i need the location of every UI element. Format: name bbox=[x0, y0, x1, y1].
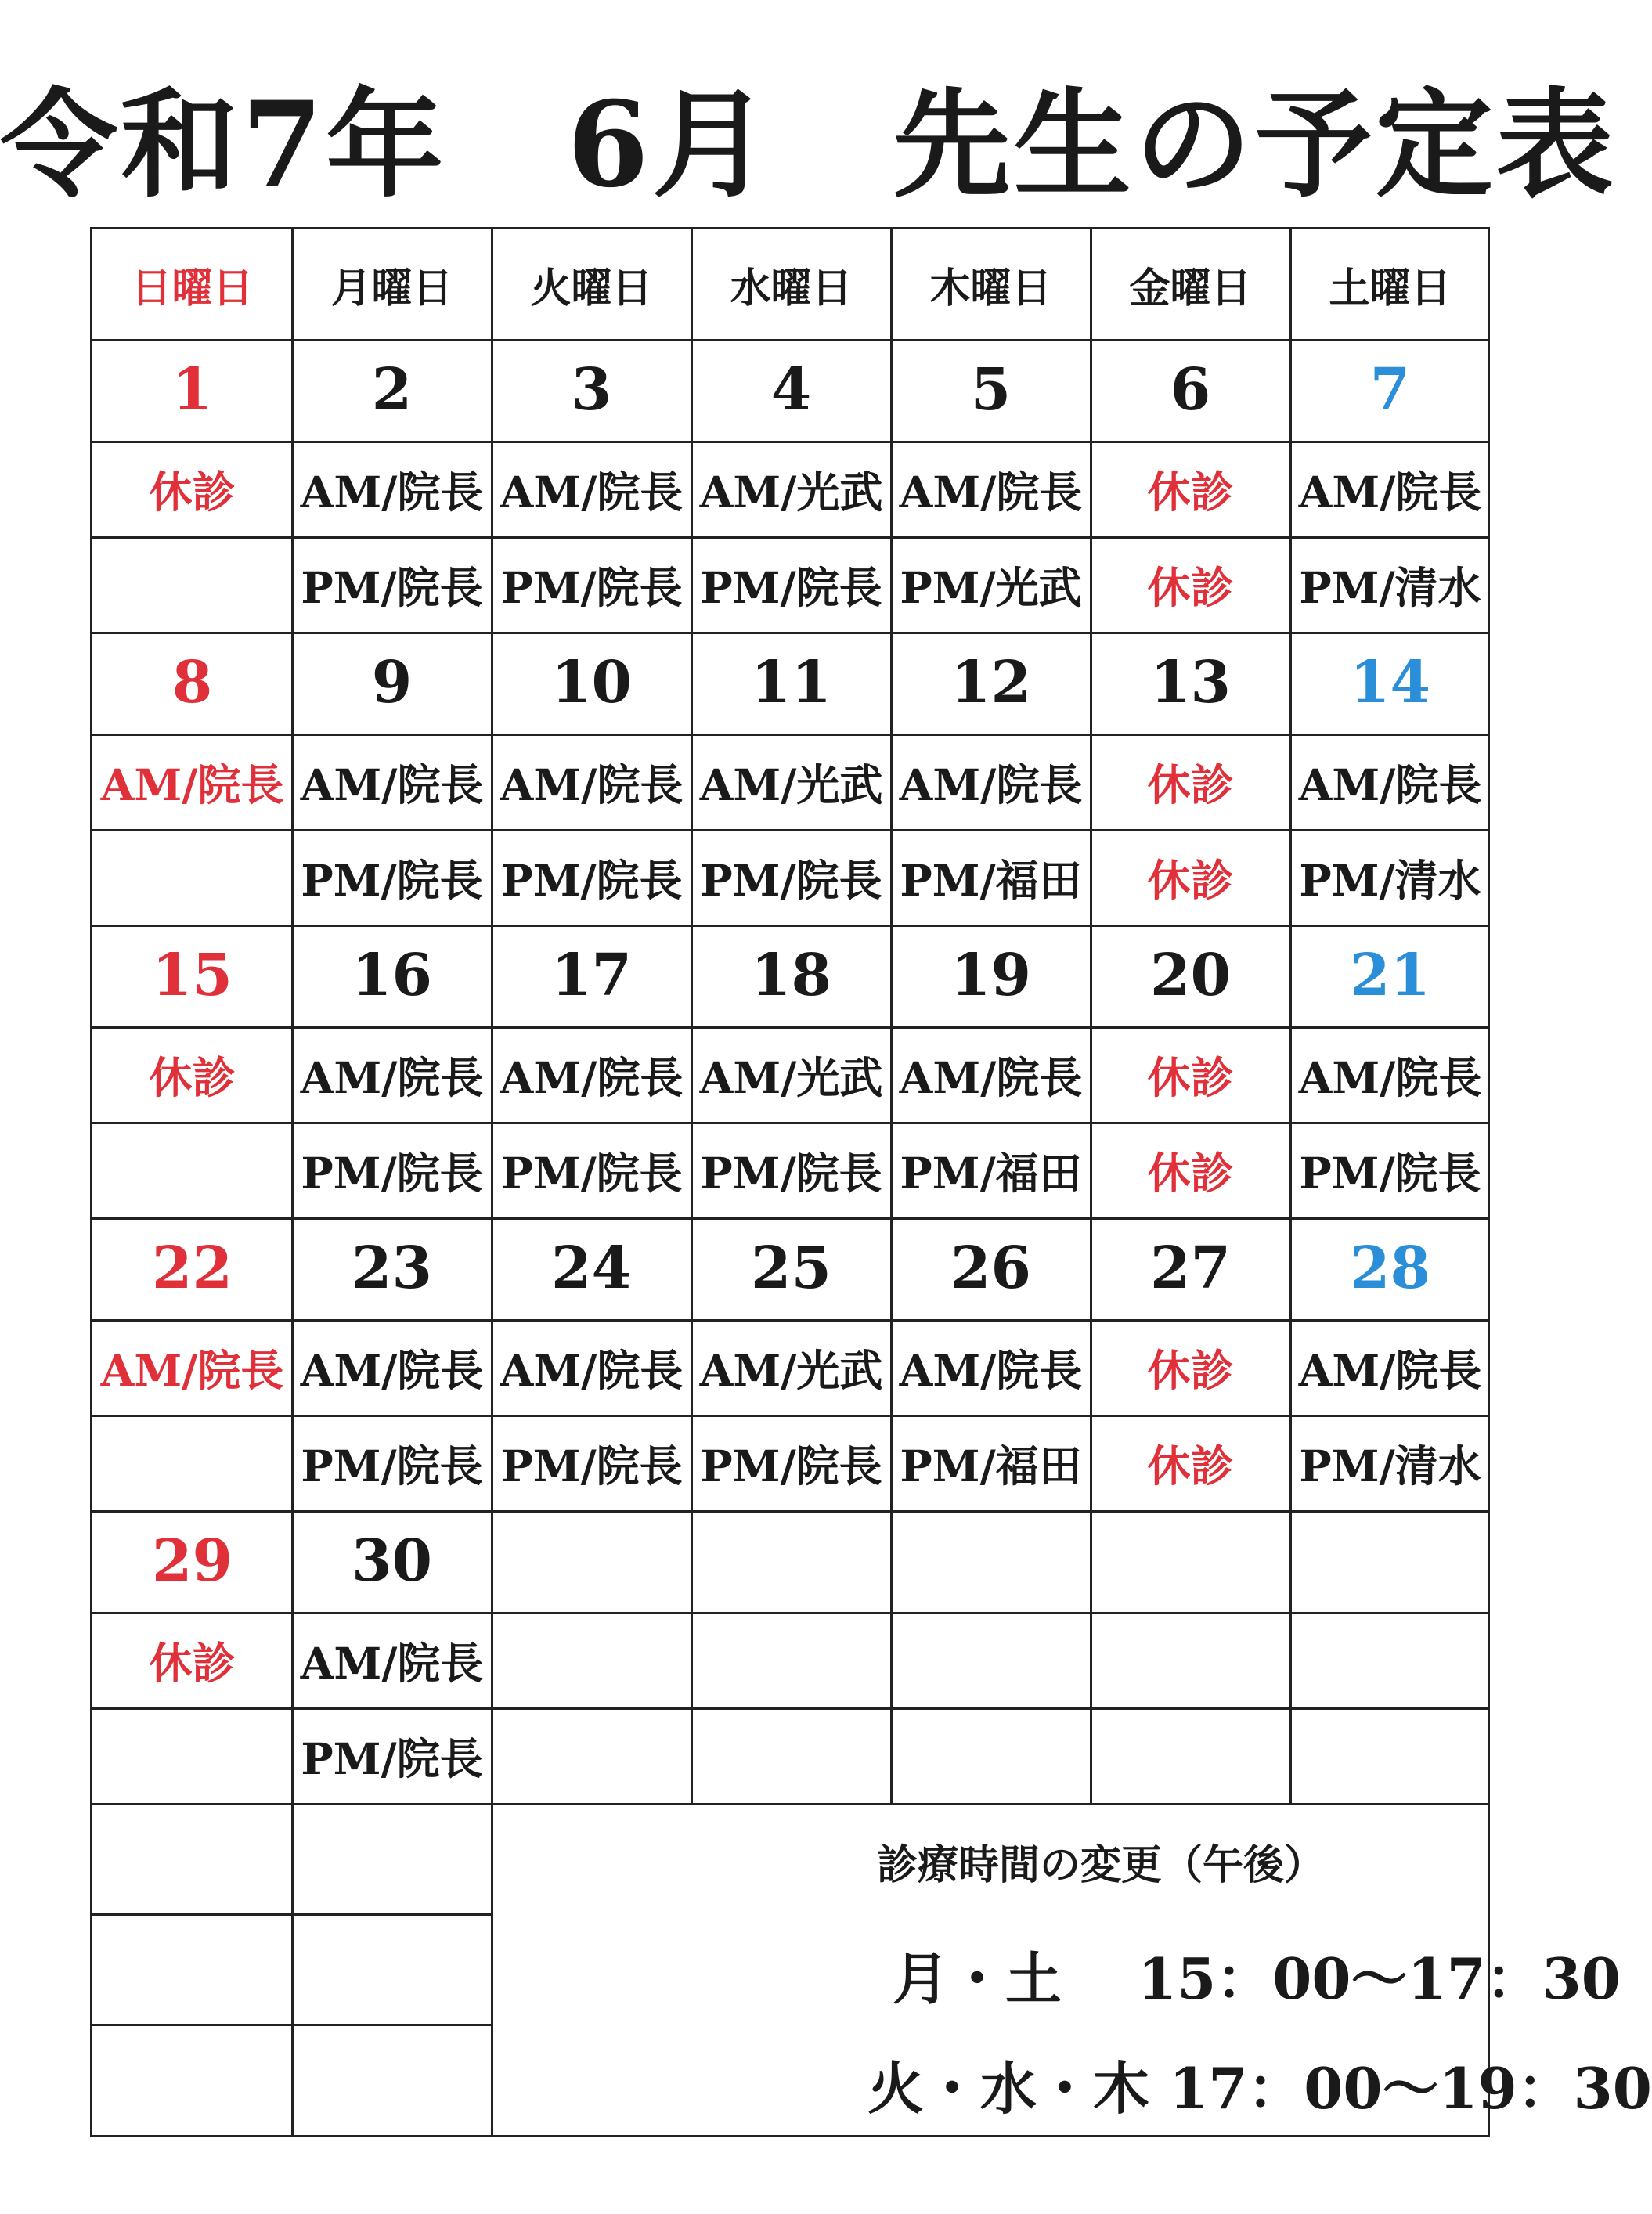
row-divider bbox=[92, 734, 1488, 736]
day-number bbox=[492, 1510, 691, 1612]
row-divider bbox=[92, 441, 1488, 443]
day-number bbox=[691, 1510, 891, 1612]
row-divider bbox=[92, 1803, 1488, 1805]
pm-slot: 休診 bbox=[1147, 561, 1234, 613]
day-number: 23 bbox=[352, 1235, 432, 1302]
day-number bbox=[891, 1510, 1091, 1612]
row-divider bbox=[92, 536, 1488, 539]
pm-slot: PM/清水 bbox=[1299, 854, 1481, 906]
pm-slot: PM/院長 bbox=[301, 854, 483, 906]
pm-slot bbox=[891, 1707, 1091, 1803]
weekday-header: 日曜日 bbox=[131, 264, 254, 312]
am-slot bbox=[1290, 1612, 1490, 1707]
day-number: 7 bbox=[1369, 356, 1411, 424]
pm-slot bbox=[691, 1707, 891, 1803]
row-divider bbox=[92, 925, 1488, 927]
am-slot: 休診 bbox=[149, 1637, 236, 1689]
row-divider bbox=[92, 1510, 1488, 1513]
pm-slot: PM/院長 bbox=[301, 561, 483, 613]
am-slot: AM/院長 bbox=[300, 1051, 484, 1103]
pm-slot: PM/院長 bbox=[500, 854, 683, 906]
am-slot: 休診 bbox=[1147, 1344, 1234, 1396]
pm-slot: PM/院長 bbox=[301, 1147, 483, 1199]
am-slot: AM/院長 bbox=[1298, 1051, 1482, 1103]
am-slot: 休診 bbox=[149, 466, 236, 517]
day-number bbox=[1091, 1510, 1290, 1612]
row-divider bbox=[92, 339, 1488, 341]
am-slot: AM/院長 bbox=[1298, 466, 1482, 517]
day-number: 11 bbox=[751, 649, 831, 716]
day-number bbox=[1290, 1510, 1490, 1612]
am-slot bbox=[891, 1612, 1091, 1707]
pm-slot: PM/院長 bbox=[700, 561, 882, 613]
notice-days: 火・水・木 bbox=[867, 2055, 1150, 2122]
weekday-header: 月曜日 bbox=[330, 264, 453, 312]
day-number: 20 bbox=[1150, 942, 1231, 1009]
pm-slot: PM/福田 bbox=[900, 854, 1082, 906]
day-number: 1 bbox=[171, 356, 213, 424]
notice-title: 診療時間の変更（午後） bbox=[877, 1841, 1326, 1889]
column-divider bbox=[491, 229, 493, 2135]
notice-row-mon-sat bbox=[893, 1934, 1621, 2015]
pm-slot bbox=[92, 1415, 292, 1510]
column-divider bbox=[890, 229, 893, 1803]
am-slot: AM/光武 bbox=[699, 466, 883, 517]
am-slot: AM/光武 bbox=[699, 1051, 883, 1103]
am-slot: AM/院長 bbox=[500, 466, 684, 517]
am-slot: AM/院長 bbox=[100, 1344, 284, 1396]
day-number: 13 bbox=[1150, 649, 1231, 716]
pm-slot: PM/福田 bbox=[900, 1147, 1082, 1199]
day-number: 21 bbox=[1350, 942, 1430, 1009]
pm-slot bbox=[492, 1707, 691, 1803]
pm-slot bbox=[1091, 1707, 1290, 1803]
pm-slot: PM/院長 bbox=[1299, 1147, 1481, 1199]
day-number: 24 bbox=[551, 1235, 632, 1302]
pm-slot: PM/光武 bbox=[900, 561, 1082, 613]
day-number: 16 bbox=[352, 942, 432, 1009]
day-number: 27 bbox=[1150, 1235, 1231, 1302]
am-slot: AM/院長 bbox=[300, 759, 484, 810]
am-slot: AM/院長 bbox=[899, 759, 1083, 810]
pm-slot: PM/清水 bbox=[1299, 561, 1481, 613]
pm-slot: PM/清水 bbox=[1299, 1440, 1481, 1491]
pm-slot: PM/福田 bbox=[900, 1440, 1082, 1491]
pm-slot: PM/院長 bbox=[301, 1733, 483, 1784]
day-number: 28 bbox=[1350, 1235, 1430, 1302]
day-number: 15 bbox=[152, 942, 233, 1009]
weekday-header: 金曜日 bbox=[1129, 264, 1252, 312]
pm-slot: PM/院長 bbox=[700, 854, 882, 906]
day-number: 4 bbox=[770, 356, 812, 424]
row-divider bbox=[92, 1217, 1488, 1220]
notice-hours: 15：00～17：30 bbox=[1138, 1945, 1621, 2012]
row-divider bbox=[92, 1415, 1488, 1417]
day-number: 17 bbox=[551, 942, 632, 1009]
pm-slot: PM/院長 bbox=[700, 1147, 882, 1199]
am-slot bbox=[1091, 1612, 1290, 1707]
weekday-header: 火曜日 bbox=[530, 264, 653, 312]
am-slot: AM/院長 bbox=[500, 1344, 684, 1396]
day-number: 8 bbox=[171, 649, 213, 716]
am-slot: AM/院長 bbox=[300, 466, 484, 517]
am-slot: 休診 bbox=[149, 1051, 236, 1103]
notice-row-tue-thu bbox=[867, 2043, 1652, 2125]
am-slot: AM/光武 bbox=[699, 759, 883, 810]
notice-hours: 17：00～19：30 bbox=[1169, 2055, 1652, 2122]
am-slot: 休診 bbox=[1147, 759, 1234, 810]
row-divider bbox=[92, 1612, 1488, 1614]
row-divider bbox=[92, 1707, 1488, 1710]
column-divider bbox=[1090, 229, 1092, 1803]
day-number: 9 bbox=[371, 649, 413, 716]
pm-slot: PM/院長 bbox=[500, 1440, 683, 1491]
day-number: 18 bbox=[751, 942, 831, 1009]
am-slot: AM/院長 bbox=[899, 466, 1083, 517]
row-divider bbox=[92, 829, 1488, 831]
am-slot: AM/院長 bbox=[300, 1344, 484, 1396]
pm-slot bbox=[92, 1707, 292, 1803]
day-number: 2 bbox=[371, 356, 413, 424]
pm-slot: PM/院長 bbox=[301, 1440, 483, 1491]
day-number: 14 bbox=[1350, 649, 1430, 716]
am-slot: AM/院長 bbox=[899, 1344, 1083, 1396]
am-slot: AM/光武 bbox=[699, 1344, 883, 1396]
page-title: 令和7年 6月 先生の予定表 bbox=[0, 76, 1617, 214]
pm-slot: 休診 bbox=[1147, 854, 1234, 906]
pm-slot: PM/院長 bbox=[500, 561, 683, 613]
pm-slot bbox=[92, 1122, 292, 1217]
day-number: 29 bbox=[152, 1527, 233, 1595]
weekday-header: 水曜日 bbox=[730, 264, 853, 312]
day-number: 10 bbox=[551, 649, 632, 716]
pm-slot: PM/院長 bbox=[500, 1147, 683, 1199]
day-number: 5 bbox=[970, 356, 1012, 424]
pm-slot: 休診 bbox=[1147, 1440, 1234, 1491]
day-number: 6 bbox=[1170, 356, 1211, 424]
row-divider bbox=[92, 1026, 1488, 1029]
pm-slot bbox=[92, 829, 292, 925]
am-slot: AM/院長 bbox=[1298, 759, 1482, 810]
row-divider bbox=[92, 1122, 1488, 1124]
day-number: 22 bbox=[152, 1235, 233, 1302]
am-slot bbox=[492, 1612, 691, 1707]
day-number: 25 bbox=[751, 1235, 831, 1302]
am-slot: 休診 bbox=[1147, 1051, 1234, 1103]
row-divider bbox=[92, 632, 1488, 634]
row-divider bbox=[92, 1319, 1488, 1322]
day-number: 19 bbox=[950, 942, 1031, 1009]
pm-slot: 休診 bbox=[1147, 1147, 1234, 1199]
column-divider bbox=[691, 229, 693, 1803]
am-slot: AM/院長 bbox=[500, 759, 684, 810]
day-number: 30 bbox=[352, 1527, 432, 1595]
pm-slot bbox=[1290, 1707, 1490, 1803]
am-slot bbox=[691, 1612, 891, 1707]
notice-days: 月・土 bbox=[893, 1945, 1062, 2012]
pm-slot bbox=[92, 536, 292, 632]
am-slot: 休診 bbox=[1147, 466, 1234, 517]
weekday-header: 土曜日 bbox=[1329, 264, 1452, 312]
am-slot: AM/院長 bbox=[899, 1051, 1083, 1103]
day-number: 3 bbox=[571, 356, 612, 424]
day-number: 26 bbox=[950, 1235, 1031, 1302]
am-slot: AM/院長 bbox=[300, 1637, 484, 1689]
pm-slot: PM/院長 bbox=[700, 1440, 882, 1491]
column-divider bbox=[1289, 229, 1292, 1803]
am-slot: AM/院長 bbox=[1298, 1344, 1482, 1396]
column-divider bbox=[291, 229, 294, 2135]
am-slot: AM/院長 bbox=[100, 759, 284, 810]
weekday-header: 木曜日 bbox=[929, 264, 1052, 312]
am-slot: AM/院長 bbox=[500, 1051, 684, 1103]
day-number: 12 bbox=[950, 649, 1031, 716]
